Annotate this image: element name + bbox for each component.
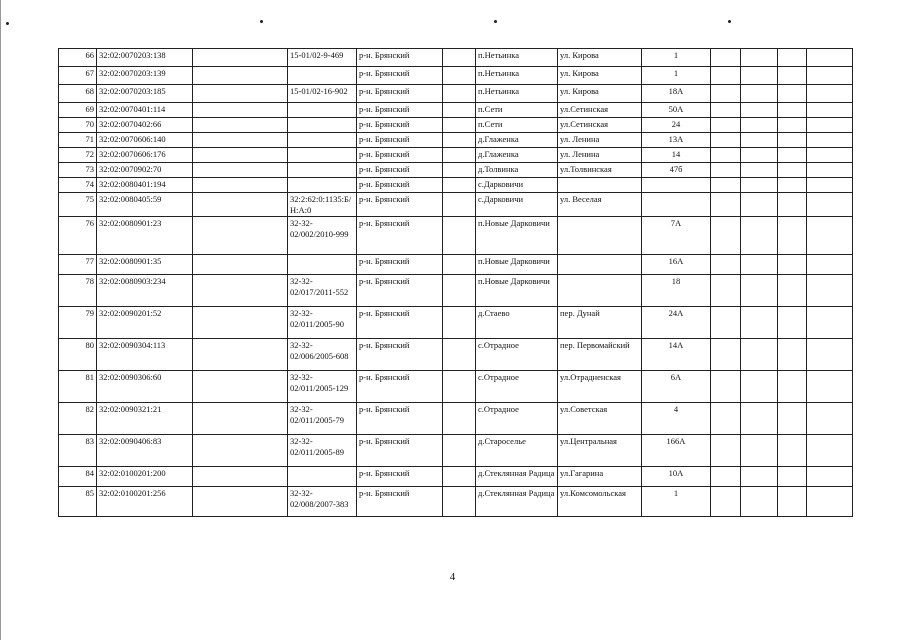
cell-cad: 32:02:0090321:21	[97, 403, 193, 435]
cell-house: 16А	[642, 255, 711, 275]
cell-n: 80	[59, 339, 97, 371]
cell-street: ул.Комсомольская	[558, 487, 642, 517]
table-row	[59, 467, 853, 487]
cell-empty	[778, 217, 807, 255]
cell-locality: с.Отрадное	[476, 403, 558, 435]
cell-empty	[778, 103, 807, 118]
cell-street: ул. Ленина	[558, 148, 642, 163]
cell-cad: 32:02:0090304:113	[97, 339, 193, 371]
cell-c2	[193, 148, 288, 163]
cell-reg	[288, 118, 357, 133]
cell-n: 68	[59, 85, 97, 103]
cell-n: 71	[59, 133, 97, 148]
scan-speck	[728, 20, 731, 23]
cell-empty	[778, 133, 807, 148]
cell-locality: п.Нетьинка	[476, 67, 558, 85]
cell-empty	[711, 178, 741, 193]
table-row	[59, 275, 853, 307]
cell-street: ул. Кирова	[558, 67, 642, 85]
cell-empty	[741, 49, 778, 67]
cell-c2	[193, 85, 288, 103]
cell-c2	[193, 487, 288, 517]
cell-house: 47б	[642, 163, 711, 178]
table-row	[59, 403, 853, 435]
cell-c2	[193, 435, 288, 467]
cell-empty	[807, 49, 853, 67]
cell-district: р-н. Брянский	[357, 339, 443, 371]
cell-c5	[443, 163, 476, 178]
cell-empty	[711, 307, 741, 339]
cell-reg	[288, 178, 357, 193]
cell-n: 85	[59, 487, 97, 517]
table-row	[59, 193, 853, 217]
cell-empty	[741, 85, 778, 103]
cell-cad: 32:02:0070203:138	[97, 49, 193, 67]
cell-empty	[807, 148, 853, 163]
scan-speck	[494, 20, 497, 23]
cell-locality: с.Отрадное	[476, 339, 558, 371]
cell-empty	[778, 487, 807, 517]
cell-empty	[807, 163, 853, 178]
cell-reg: 32-32-02/008/2007-383	[288, 487, 357, 517]
cell-empty	[778, 435, 807, 467]
cell-reg: 32-32-02/011/2005-90	[288, 307, 357, 339]
cell-c5	[443, 217, 476, 255]
cell-c5	[443, 255, 476, 275]
cell-empty	[778, 275, 807, 307]
cell-reg: 32-32-02/017/2011-552	[288, 275, 357, 307]
cell-c2	[193, 49, 288, 67]
cell-empty	[711, 133, 741, 148]
cell-locality: с.Дарковичи	[476, 193, 558, 217]
cell-empty	[778, 193, 807, 217]
cell-empty	[711, 275, 741, 307]
cell-house: 1	[642, 67, 711, 85]
cell-locality: п.Новые Дарковичи	[476, 275, 558, 307]
cell-cad: 32:02:0080401:194	[97, 178, 193, 193]
cell-n: 69	[59, 103, 97, 118]
cell-reg: 32-32-02/011/2005-89	[288, 435, 357, 467]
cell-district: р-н. Брянский	[357, 67, 443, 85]
cell-c2	[193, 339, 288, 371]
table-row	[59, 178, 853, 193]
cell-reg: 32-32-02/011/2005-129	[288, 371, 357, 403]
cell-house: 14А	[642, 339, 711, 371]
cell-c5	[443, 85, 476, 103]
cell-c5	[443, 403, 476, 435]
cell-empty	[807, 85, 853, 103]
cell-c2	[193, 403, 288, 435]
cell-locality: п.Сети	[476, 103, 558, 118]
cell-district: р-н. Брянский	[357, 178, 443, 193]
table-row	[59, 148, 853, 163]
cell-empty	[711, 487, 741, 517]
cell-c5	[443, 178, 476, 193]
cell-empty	[711, 67, 741, 85]
cell-street: ул.Отрадненская	[558, 371, 642, 403]
cell-street: ул.Сетинская	[558, 103, 642, 118]
cell-street	[558, 255, 642, 275]
cell-cad: 32:02:0090201:52	[97, 307, 193, 339]
cell-locality: д.Стаево	[476, 307, 558, 339]
cell-n: 73	[59, 163, 97, 178]
cell-n: 84	[59, 467, 97, 487]
cell-empty	[741, 118, 778, 133]
cell-empty	[711, 193, 741, 217]
cell-locality: д.Толвинка	[476, 163, 558, 178]
cell-reg: 15-01/02-9-469	[288, 49, 357, 67]
cell-cad: 32:02:0070606:176	[97, 148, 193, 163]
cell-locality: п.Сети	[476, 118, 558, 133]
cell-street: ул.Гагарина	[558, 467, 642, 487]
cell-empty	[807, 435, 853, 467]
cell-locality: с.Дарковичи	[476, 178, 558, 193]
cell-locality: п.Нетьинка	[476, 49, 558, 67]
cell-empty	[807, 275, 853, 307]
register-table	[58, 48, 853, 517]
cell-reg: 32-32-02/006/2005-608	[288, 339, 357, 371]
cell-house	[642, 178, 711, 193]
cell-district: р-н. Брянский	[357, 118, 443, 133]
cell-reg	[288, 163, 357, 178]
cell-c2	[193, 255, 288, 275]
cell-house: 50А	[642, 103, 711, 118]
cell-locality: с.Отрадное	[476, 371, 558, 403]
cell-reg	[288, 467, 357, 487]
cell-c2	[193, 178, 288, 193]
cell-c5	[443, 133, 476, 148]
cell-empty	[711, 467, 741, 487]
cell-empty	[711, 49, 741, 67]
cell-street	[558, 275, 642, 307]
table-row	[59, 103, 853, 118]
cell-n: 72	[59, 148, 97, 163]
cell-c5	[443, 307, 476, 339]
cell-street: ул. Кирова	[558, 85, 642, 103]
cell-n: 79	[59, 307, 97, 339]
cell-locality: д.Глаженка	[476, 148, 558, 163]
cell-empty	[741, 67, 778, 85]
cell-empty	[741, 487, 778, 517]
cell-c2	[193, 133, 288, 148]
cell-locality: п.Новые Дарковичи	[476, 255, 558, 275]
cell-street: ул.Сетинская	[558, 118, 642, 133]
cell-house: 24А	[642, 307, 711, 339]
cell-empty	[778, 67, 807, 85]
cell-empty	[741, 217, 778, 255]
cell-district: р-н. Брянский	[357, 163, 443, 178]
cell-reg	[288, 103, 357, 118]
cell-reg: 32-32-02/011/2005-79	[288, 403, 357, 435]
cell-empty	[741, 133, 778, 148]
cell-c5	[443, 103, 476, 118]
cell-empty	[711, 339, 741, 371]
cell-district: р-н. Брянский	[357, 217, 443, 255]
cell-empty	[807, 371, 853, 403]
cell-n: 76	[59, 217, 97, 255]
cell-n: 78	[59, 275, 97, 307]
cell-reg: 32:2:62:0:1135:Б/Н:А:0	[288, 193, 357, 217]
cell-district: р-н. Брянский	[357, 103, 443, 118]
cell-empty	[741, 148, 778, 163]
cell-empty	[711, 118, 741, 133]
cell-reg: 32-32-02/002/2010-999	[288, 217, 357, 255]
cell-empty	[778, 339, 807, 371]
cell-c5	[443, 487, 476, 517]
cell-cad: 32:02:0080901:35	[97, 255, 193, 275]
cell-n: 77	[59, 255, 97, 275]
cell-cad: 32:02:0070606:140	[97, 133, 193, 148]
cell-house: 6А	[642, 371, 711, 403]
cell-empty	[741, 339, 778, 371]
cell-c2	[193, 118, 288, 133]
cell-empty	[778, 403, 807, 435]
cell-empty	[711, 148, 741, 163]
cell-empty	[778, 307, 807, 339]
cell-empty	[741, 103, 778, 118]
table-row	[59, 217, 853, 255]
cell-cad: 32:02:0070401:114	[97, 103, 193, 118]
table-row	[59, 163, 853, 178]
cell-empty	[741, 307, 778, 339]
scan-speck	[260, 20, 263, 23]
table-row	[59, 339, 853, 371]
cell-street: ул.Центральная	[558, 435, 642, 467]
cell-district: р-н. Брянский	[357, 275, 443, 307]
cell-locality: п.Новые Дарковичи	[476, 217, 558, 255]
cell-empty	[778, 163, 807, 178]
table-row	[59, 487, 853, 517]
cell-street	[558, 217, 642, 255]
cell-empty	[741, 403, 778, 435]
cell-cad: 32:02:0090406:83	[97, 435, 193, 467]
cell-n: 83	[59, 435, 97, 467]
cell-empty	[741, 435, 778, 467]
cell-empty	[807, 193, 853, 217]
cell-n: 75	[59, 193, 97, 217]
cell-locality: п.Нетьинка	[476, 85, 558, 103]
cell-house	[642, 193, 711, 217]
table-row	[59, 49, 853, 67]
table-row	[59, 118, 853, 133]
cell-street	[558, 178, 642, 193]
cell-empty	[711, 163, 741, 178]
cell-c5	[443, 275, 476, 307]
page-number: 4	[449, 571, 456, 583]
cell-c5	[443, 339, 476, 371]
cell-cad: 32:02:0080903:234	[97, 275, 193, 307]
cell-empty	[741, 371, 778, 403]
cell-district: р-н. Брянский	[357, 371, 443, 403]
cell-c5	[443, 148, 476, 163]
table-row	[59, 255, 853, 275]
cell-empty	[711, 403, 741, 435]
cell-empty	[807, 255, 853, 275]
cell-locality: д.Стеклянная Радица	[476, 487, 558, 517]
cell-n: 81	[59, 371, 97, 403]
cell-c2	[193, 275, 288, 307]
cell-empty	[741, 467, 778, 487]
table-row	[59, 85, 853, 103]
cell-empty	[807, 118, 853, 133]
cell-reg	[288, 133, 357, 148]
cell-reg	[288, 148, 357, 163]
cell-house: 10А	[642, 467, 711, 487]
table-row	[59, 67, 853, 85]
cell-empty	[807, 307, 853, 339]
cell-empty	[778, 467, 807, 487]
cell-empty	[741, 255, 778, 275]
cell-reg	[288, 67, 357, 85]
cell-cad: 32:02:0100201:256	[97, 487, 193, 517]
cell-house: 4	[642, 403, 711, 435]
cell-house: 18	[642, 275, 711, 307]
cell-house: 7А	[642, 217, 711, 255]
cell-empty	[807, 133, 853, 148]
cell-empty	[807, 467, 853, 487]
cell-reg: 15-01/02-16-902	[288, 85, 357, 103]
cell-c2	[193, 163, 288, 178]
cell-empty	[807, 178, 853, 193]
cell-cad: 32:02:0080405:59	[97, 193, 193, 217]
cell-district: р-н. Брянский	[357, 487, 443, 517]
cell-street: пер. Дунай	[558, 307, 642, 339]
cell-street: ул. Кирова	[558, 49, 642, 67]
cell-n: 66	[59, 49, 97, 67]
cell-district: р-н. Брянский	[357, 307, 443, 339]
table-row	[59, 435, 853, 467]
table-row	[59, 133, 853, 148]
cell-c5	[443, 67, 476, 85]
cell-n: 74	[59, 178, 97, 193]
cell-house: 14	[642, 148, 711, 163]
cell-street: пер. Первомайский	[558, 339, 642, 371]
scan-edge-line	[0, 0, 1, 640]
cell-cad: 32:02:0070402:66	[97, 118, 193, 133]
cell-street: ул.Советская	[558, 403, 642, 435]
cell-district: р-н. Брянский	[357, 49, 443, 67]
cell-district: р-н. Брянский	[357, 403, 443, 435]
cell-empty	[807, 339, 853, 371]
cell-c2	[193, 217, 288, 255]
cell-cad: 32:02:0070203:139	[97, 67, 193, 85]
table-row	[59, 307, 853, 339]
cell-district: р-н. Брянский	[357, 85, 443, 103]
cell-c5	[443, 467, 476, 487]
cell-c5	[443, 371, 476, 403]
cell-c2	[193, 67, 288, 85]
cell-cad: 32:02:0100201:200	[97, 467, 193, 487]
cell-empty	[741, 163, 778, 178]
cell-empty	[807, 217, 853, 255]
cell-c5	[443, 49, 476, 67]
cell-c2	[193, 103, 288, 118]
cell-locality: д.Стеклянная Радица	[476, 467, 558, 487]
cell-house: 13А	[642, 133, 711, 148]
cell-empty	[741, 275, 778, 307]
cell-empty	[711, 435, 741, 467]
cell-c5	[443, 118, 476, 133]
cell-empty	[711, 85, 741, 103]
cell-cad: 32:02:0070902:70	[97, 163, 193, 178]
cell-district: р-н. Брянский	[357, 133, 443, 148]
cell-empty	[711, 217, 741, 255]
cell-empty	[778, 148, 807, 163]
cell-c2	[193, 467, 288, 487]
cell-empty	[711, 371, 741, 403]
cell-district: р-н. Брянский	[357, 193, 443, 217]
table-row	[59, 371, 853, 403]
cell-empty	[807, 67, 853, 85]
cell-district: р-н. Брянский	[357, 435, 443, 467]
cell-empty	[778, 178, 807, 193]
cell-empty	[778, 118, 807, 133]
cell-empty	[778, 85, 807, 103]
cell-empty	[741, 193, 778, 217]
cell-cad: 32:02:0090306:60	[97, 371, 193, 403]
cell-empty	[741, 178, 778, 193]
cell-c2	[193, 371, 288, 403]
cell-c5	[443, 193, 476, 217]
cell-street: ул.Толвинская	[558, 163, 642, 178]
cell-house: 1	[642, 487, 711, 517]
cell-empty	[778, 255, 807, 275]
cell-locality: д.Староселье	[476, 435, 558, 467]
cell-c2	[193, 193, 288, 217]
cell-empty	[711, 103, 741, 118]
cell-district: р-н. Брянский	[357, 148, 443, 163]
cell-house: 166А	[642, 435, 711, 467]
cell-cad: 32:02:0080901:23	[97, 217, 193, 255]
cell-n: 82	[59, 403, 97, 435]
cell-n: 70	[59, 118, 97, 133]
cell-house: 1	[642, 49, 711, 67]
cell-house: 24	[642, 118, 711, 133]
cell-empty	[807, 403, 853, 435]
cell-c5	[443, 435, 476, 467]
cell-district: р-н. Брянский	[357, 467, 443, 487]
cell-street: ул. Веселая	[558, 193, 642, 217]
cell-empty	[711, 255, 741, 275]
cell-c2	[193, 307, 288, 339]
cell-street: ул. Ленина	[558, 133, 642, 148]
scan-speck	[6, 22, 9, 25]
cell-district: р-н. Брянский	[357, 255, 443, 275]
cell-empty	[807, 487, 853, 517]
cell-reg	[288, 255, 357, 275]
cell-locality: д.Глаженка	[476, 133, 558, 148]
cell-empty	[778, 371, 807, 403]
cell-n: 67	[59, 67, 97, 85]
cell-house: 18А	[642, 85, 711, 103]
cell-empty	[807, 103, 853, 118]
cell-empty	[778, 49, 807, 67]
cell-cad: 32:02:0070203:185	[97, 85, 193, 103]
